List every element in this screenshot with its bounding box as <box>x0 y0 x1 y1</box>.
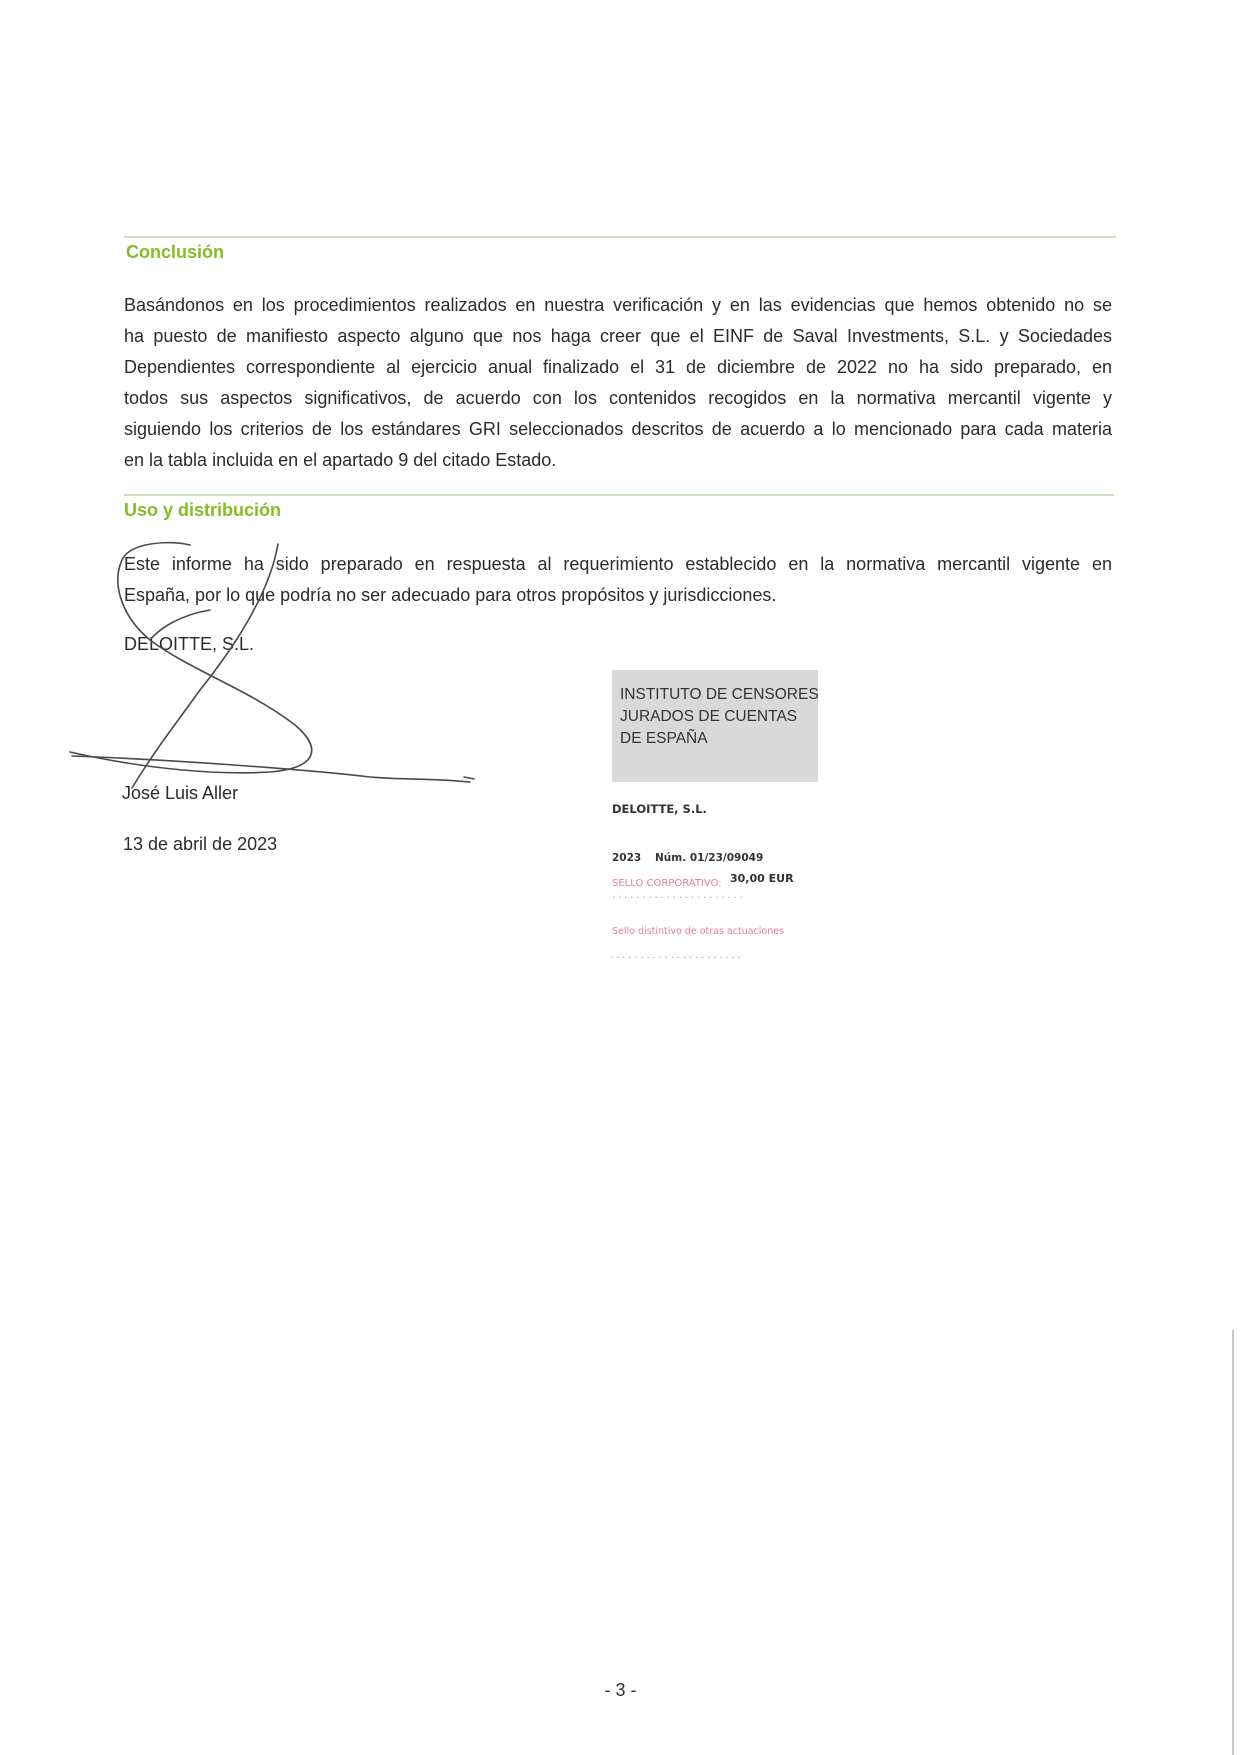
section-divider-conclusion <box>124 236 1116 238</box>
stamp-title-line: INSTITUTO DE CENSORES <box>620 686 819 703</box>
stamp-other-actions-label: Sello distintivo de otras actuaciones <box>612 926 785 937</box>
firm-name: DELOITTE, S.L. <box>124 634 255 654</box>
stamp-number: Núm. 01/23/09049 <box>655 852 764 864</box>
paragraph-line: Dependientes correspondiente al ejercicio anual finalizado el 31 de diciembre de 2022 no ha sido preparado, en <box>124 357 1112 377</box>
paragraph-line: siguiendo los criterios de los estándares GRI seleccionados descritos de acuerdo a lo mencionado para cada materia <box>124 419 1112 439</box>
stamp-seal-label: SELLO CORPORATIVO: <box>612 878 722 889</box>
paragraph-line: en la tabla incluida en el apartado 9 del citado Estado. <box>124 450 557 470</box>
section-divider-use <box>124 494 1114 496</box>
paragraph-line: ha puesto de manifiesto aspecto alguno que nos haga creer que el EINF de Saval Investments, S.L. y Sociedades <box>124 326 1112 346</box>
stamp-year: 2023 <box>612 852 642 864</box>
page-number: - 3 - <box>604 1680 637 1700</box>
stamp-amount: 30,00 EUR <box>730 872 794 885</box>
stamp-header <box>612 670 818 782</box>
stamp-dotted-line: ...................... <box>610 950 744 961</box>
paragraph-line: Este informe ha sido preparado en respuesta al requerimiento establecido en la normativa mercantil vigente en <box>124 554 1112 574</box>
paragraph-line: Basándonos en los procedimientos realizados en nuestra verificación y en las evidencias que hemos obtenido no se <box>124 295 1112 315</box>
stamp-title-line: DE ESPAÑA <box>620 730 708 747</box>
stamp-title-line: JURADOS DE CUENTAS <box>620 708 798 725</box>
stamp-dotted-line: ...................... <box>612 890 746 901</box>
auditor-stamp <box>612 670 818 975</box>
paragraph-line: todos sus aspectos significativos, de acuerdo con los contenidos recogidos en la normativa mercantil vigente y <box>124 388 1112 408</box>
signature-date: 13 de abril de 2023 <box>123 834 278 854</box>
section-heading-conclusion: Conclusión <box>126 242 224 262</box>
section-heading-use-distribution: Uso y distribución <box>124 500 282 520</box>
conclusion-paragraph <box>124 290 1112 476</box>
scan-edge <box>1232 1330 1234 1755</box>
stamp-institute-title <box>620 684 819 750</box>
paragraph-line: España, por lo que podría no ser adecuado para otros propósitos y jurisdicciones. <box>124 585 777 605</box>
use-distribution-paragraph <box>124 549 1112 611</box>
signatory-name: José Luis Aller <box>122 783 239 803</box>
stamp-firm: DELOITTE, S.L. <box>612 802 707 816</box>
